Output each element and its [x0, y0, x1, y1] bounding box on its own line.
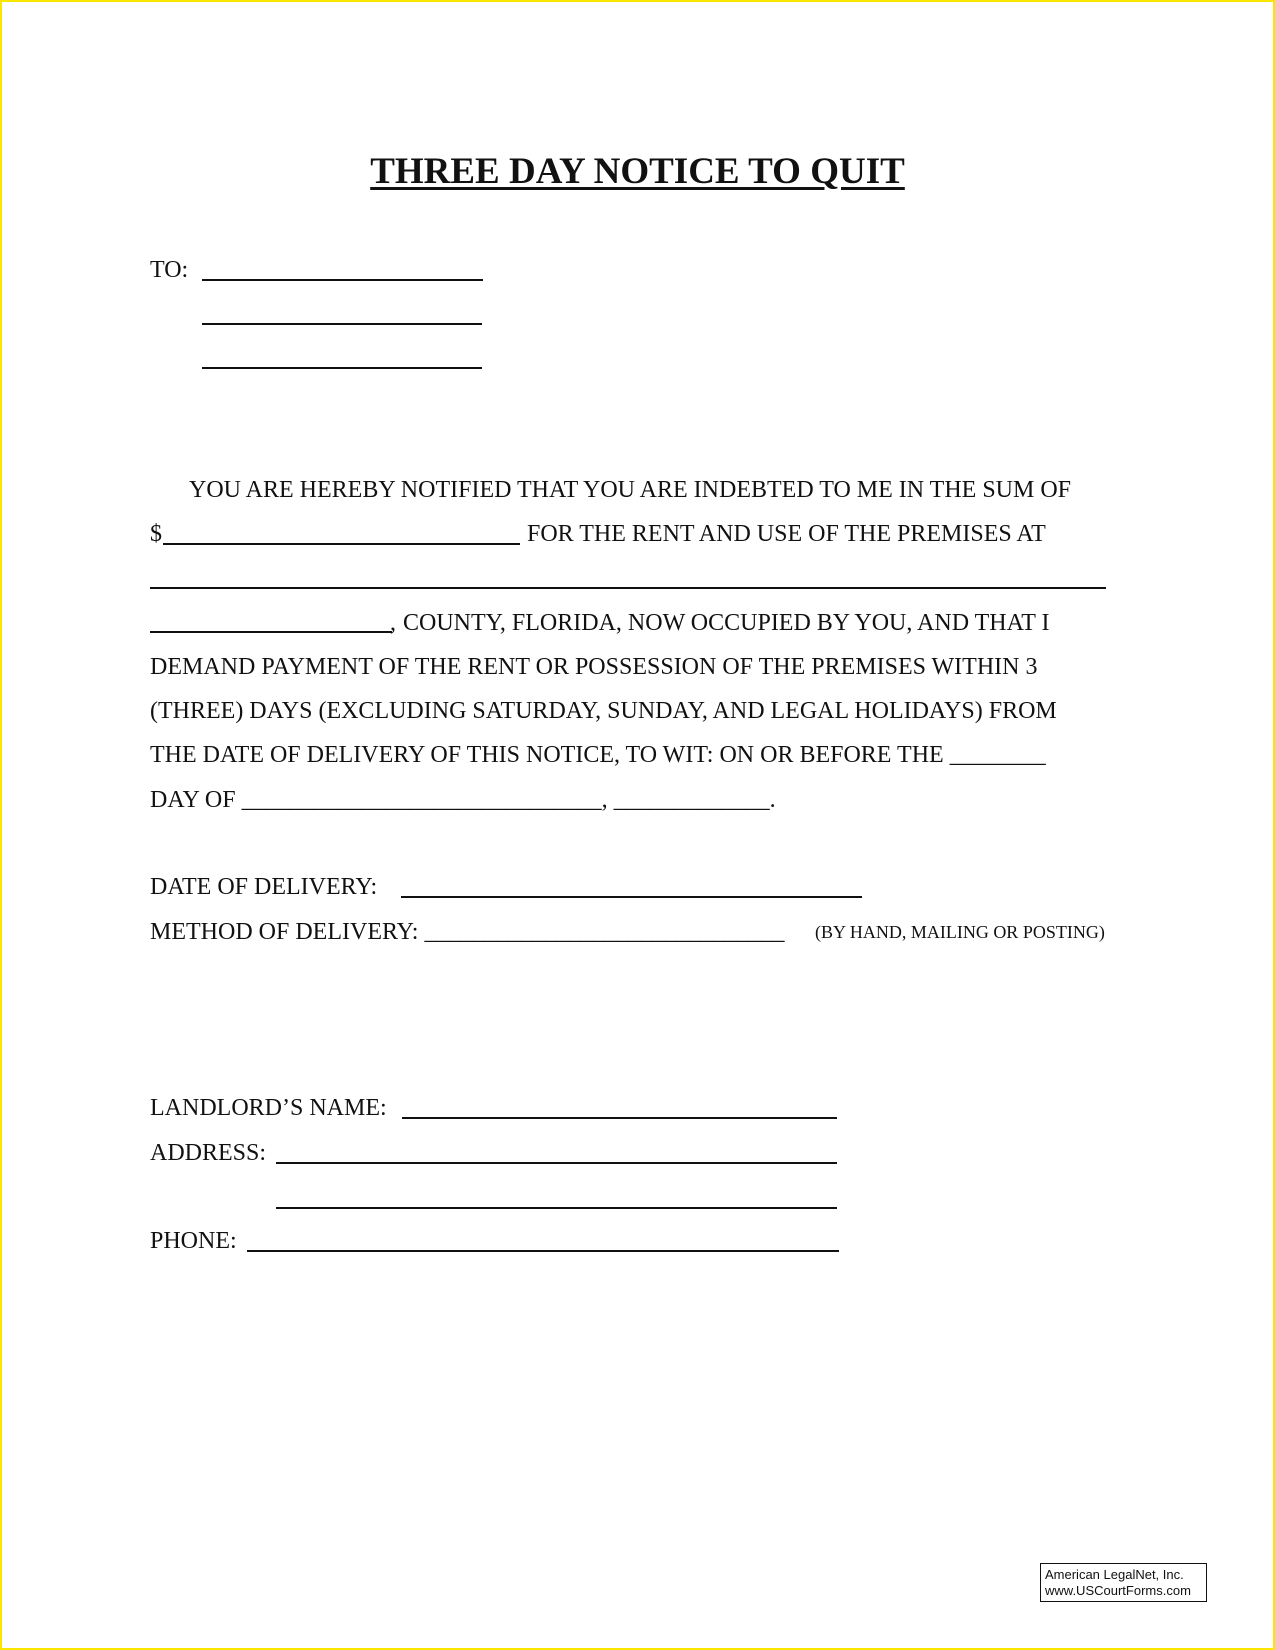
footer-publisher-url: www.USCourtForms.com	[1045, 1583, 1191, 1598]
phone-label: PHONE:	[150, 1228, 237, 1254]
document-title: THREE DAY NOTICE TO QUIT	[370, 151, 905, 192]
method-of-delivery-note: (BY HAND, MAILING OR POSTING)	[815, 922, 1105, 942]
body-line-2-rest: FOR THE RENT AND USE OF THE PREMISES AT	[527, 521, 1046, 547]
body-line-5: DEMAND PAYMENT OF THE RENT OR POSSESSION OF THE PREMISES WITHIN 3	[150, 654, 1038, 680]
publisher-footer	[1040, 1563, 1207, 1602]
phone-line[interactable]	[247, 1250, 839, 1252]
address-line-1[interactable]	[276, 1162, 837, 1164]
method-of-delivery-label: METHOD OF DELIVERY: ______________________________	[150, 919, 785, 945]
landlord-name-line[interactable]	[402, 1117, 837, 1119]
county-comma: ,	[390, 610, 396, 636]
county-line[interactable]	[150, 631, 392, 633]
footer-publisher-name: American LegalNet, Inc.	[1045, 1567, 1184, 1582]
address-label: ADDRESS:	[150, 1140, 267, 1166]
body-line-4-rest: COUNTY, FLORIDA, NOW OCCUPIED BY YOU, AND THAT I	[403, 610, 1050, 636]
to-line-1[interactable]	[202, 279, 483, 281]
date-of-delivery-line[interactable]	[401, 896, 862, 898]
to-line-2[interactable]	[202, 323, 482, 325]
to-line-3[interactable]	[202, 367, 482, 369]
address-line-2[interactable]	[276, 1207, 837, 1209]
amount-line[interactable]	[163, 543, 520, 545]
body-line-6: (THREE) DAYS (EXCLUDING SATURDAY, SUNDAY, AND LEGAL HOLIDAYS) FROM	[150, 698, 1057, 724]
body-line-1: YOU ARE HEREBY NOTIFIED THAT YOU ARE INDEBTED TO ME IN THE SUM OF	[189, 477, 1072, 503]
body-line-8: DAY OF ______________________________, _____________.	[150, 787, 776, 813]
dollar-sign: $	[150, 521, 162, 547]
date-of-delivery-label: DATE OF DELIVERY:	[150, 874, 378, 900]
landlord-name-label: LANDLORD’S NAME:	[150, 1095, 387, 1121]
to-label: TO:	[150, 257, 189, 283]
body-line-7: THE DATE OF DELIVERY OF THIS NOTICE, TO WIT: ON OR BEFORE THE ________	[150, 742, 1046, 768]
premises-address-line[interactable]	[150, 587, 1106, 589]
